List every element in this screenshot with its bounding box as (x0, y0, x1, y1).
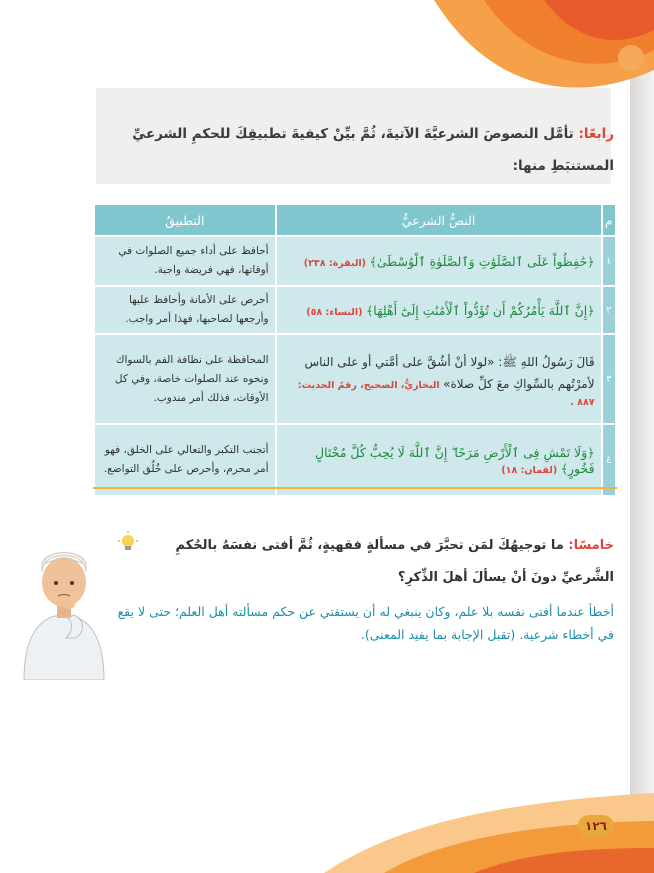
shariah-text (276, 236, 602, 286)
table-header-row (94, 204, 616, 236)
shariah-texts-table (93, 203, 617, 497)
page-number: ١٢٦ (578, 815, 614, 837)
row-number: ٣ (602, 334, 616, 424)
shariah-text (276, 334, 602, 424)
question-4-line2: المستنبَطِ منها: (512, 158, 614, 174)
shariah-text (276, 424, 602, 496)
header-text: النصُّ الشرعيُّ (276, 204, 602, 236)
table-row (94, 334, 616, 424)
header-num: م (602, 204, 616, 236)
table-row (94, 286, 616, 334)
question-5-line2: الشَّرعيِّ دونَ أنْ يسألَ أهلَ الذِّكرِ؟ (397, 570, 614, 585)
question-4-line1: تأمَّل النصوصَ الشرعيَّةَ الآتيةَ، ثُمَّ بيِّنْ كيفيةَ تطبيقِكَ للحكمِ الشرعيِّ (132, 126, 574, 142)
question-5 (174, 530, 614, 594)
table-row (94, 424, 616, 496)
table-row (94, 236, 616, 286)
lightbulb-icon (115, 530, 141, 556)
hadith-text: قَالَ رَسُولُ اللهِ ﷺ: «لولا أنْ أشُقَّ على أمَّتي أو على الناس لأمرْتُهم بالسِّواكِ معَ كلِّ صلاة» (304, 354, 595, 391)
question-5-label: خامسًا: (568, 538, 614, 553)
question-5-line1: ما توجيهُكَ لمَن تحيَّرَ في مسألةٍ فقهيةٍ، ثُمَّ أفتى نفسَهُ بالحُكمِ (175, 538, 564, 553)
row-number: ٢ (602, 286, 616, 334)
answer-text: أخطأ عندما أفتى نفسه بلا علم، وكان ينبغي له أن يستفتي عن حكم مسألته أهل العلم؛ حتى لا يقع في أخطاء شرعية. (تقبل الإجابة بما يفيد المعنى). (117, 604, 614, 642)
verse-text: ﴿إِنَّ ٱللَّهَ يَأْمُرُكُمْ أَن تُؤَدُّواْ ٱلْأَمَٰنَٰتِ إِلَىٰٓ أَهْلِهَا﴾ (365, 302, 595, 318)
question-4 (94, 118, 614, 182)
application-text: أحافظ على أداء جميع الصلوات في أوقاتها، فهي فريضة واجبة. (94, 236, 276, 286)
row-number: ١ (602, 236, 616, 286)
verse-reference: (النساء: ٥٨) (306, 306, 363, 318)
verse-reference: (لقمان: ١٨) (501, 464, 558, 476)
verse-reference: (البقرة: ٢٣٨) (303, 257, 367, 269)
application-text: أتجنب التكبر والتعالي على الخلق، فهو أمر محرم، وأحرص على خُلُق التواضع. (94, 424, 276, 496)
application-text: أحرص على الأمانة وأحافظ عليها وأرجعها لصاحبها، فهذا أمر واجب. (94, 286, 276, 334)
section-divider (93, 487, 617, 489)
question-4-label: رابعًا: (578, 126, 614, 142)
hadith-reference: البخاريُّ، الصحيح، رقمُ الحديث: ٨٨٧ . (297, 379, 595, 408)
verse-text: ﴿حَٰفِظُواْ عَلَى ٱلصَّلَوَٰتِ وَٱلصَّلَوٰةِ ٱلْوُسْطَىٰ﴾ (369, 253, 595, 269)
header-application: التطبيقُ (94, 204, 276, 236)
shariah-text (276, 286, 602, 334)
page-edge (630, 0, 654, 873)
verse-text: ﴿وَلَا تَمْشِ فِى ٱلْأَرْضِ مَرَحًا ۖ إِنَّ ٱللَّهَ لَا يُحِبُّ كُلَّ مُخْتَالٍ فَخُورٍ﴾ (315, 444, 595, 476)
row-number: ٤ (602, 424, 616, 496)
thinking-boy-illustration (14, 520, 114, 680)
application-text: المحافظة على نظافة الفم بالسواك ونحوه عند الصلوات خاصة، وفي كل الأوقات، فذلك أمر مندوب. (94, 334, 276, 424)
